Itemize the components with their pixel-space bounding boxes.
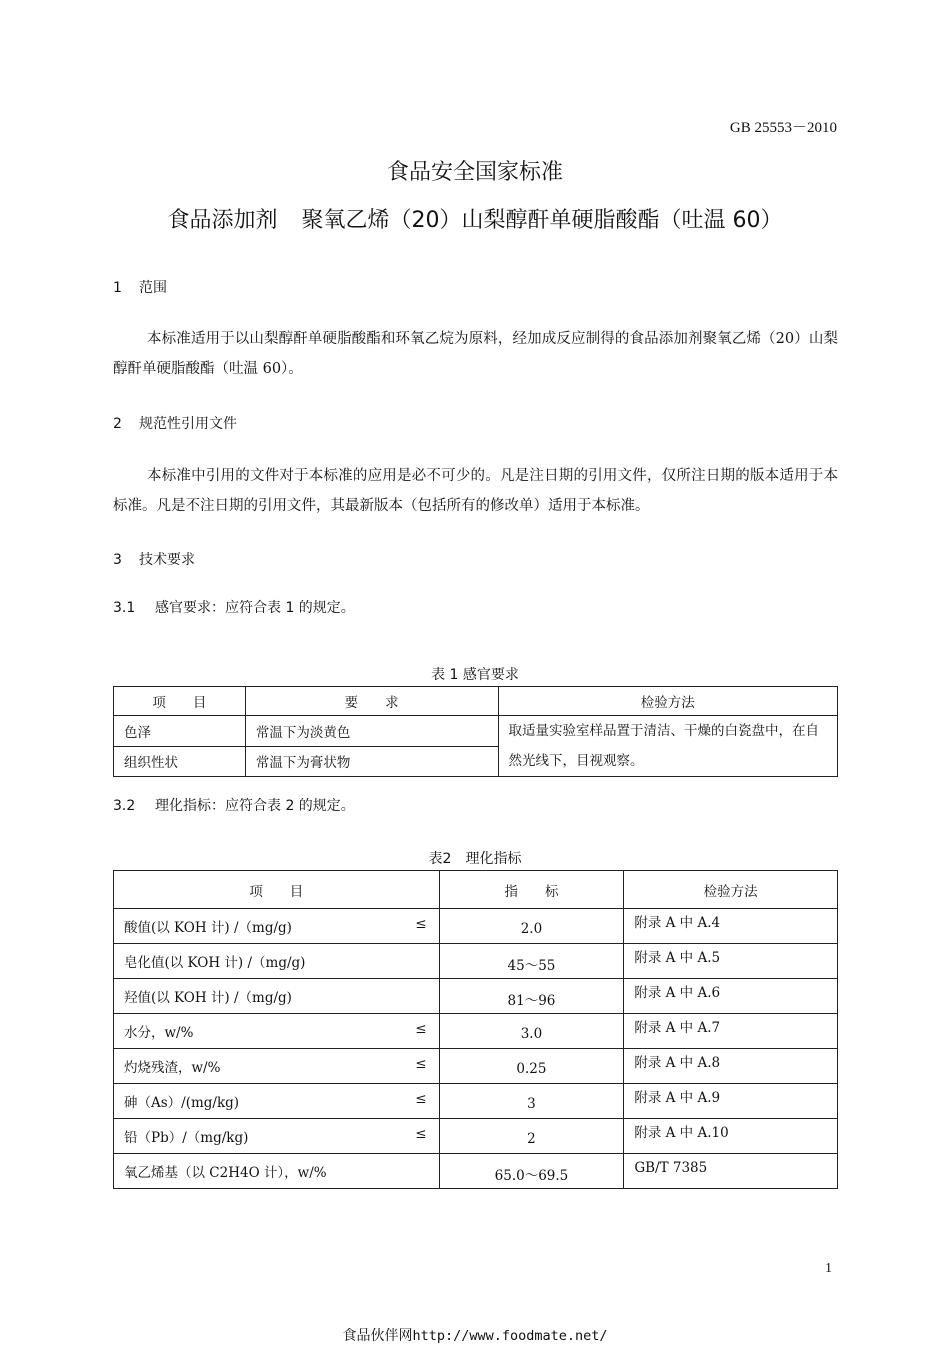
row-item: 组织性状 — [114, 746, 246, 777]
header-item: 项 目 — [114, 871, 440, 909]
header-requirement: 要 求 — [245, 687, 498, 716]
row-method: 取适量实验室样品置于清洁、干燥的白瓷盘中，在自然光线下，目视观察。 — [498, 716, 838, 777]
section-1-text: 本标准适用于以山梨醇酐单硬脂酸酯和环氧乙烷为原料，经加成反应制得的食品添加剂聚氧乙烯（20）山梨醇酐单硬脂酸酯（吐温 60）。 — [113, 331, 838, 377]
footer-url-link[interactable]: http://www.foodmate.net/ — [412, 1328, 608, 1344]
row-value: 45～55 — [439, 944, 624, 979]
footer-site-name: 食品伙伴网 — [342, 1328, 413, 1344]
row-value: 2.0 — [439, 909, 624, 944]
row-value: 0.25 — [439, 1049, 624, 1084]
section-3-heading: 3 技术要求 — [113, 552, 195, 568]
row-item: 铅（Pb）/（mg/kg) ≤ — [114, 1119, 440, 1154]
table-row — [114, 716, 838, 747]
table-1-sensory — [113, 686, 838, 777]
subtitle-part-b: 聚氧乙烯（20）山梨醇酐单硬脂酸酯（吐温 60） — [301, 208, 783, 233]
row-method: 附录 A 中 A.7 — [624, 1014, 838, 1049]
le-sign: ≤ — [415, 916, 427, 932]
page-number: 1 — [825, 1261, 832, 1276]
le-sign: ≤ — [415, 1056, 427, 1072]
row-method: GB/T 7385 — [624, 1154, 838, 1189]
le-sign: ≤ — [415, 1126, 427, 1142]
section-2-text: 本标准中引用的文件对于本标准的应用是必不可少的。凡是注日期的引用文件，仅所注日期的版本适用于本标准。凡是不注日期的引用文件，其最新版本（包括所有的修改单）适用于本标准。 — [113, 468, 838, 514]
row-method: 附录 A 中 A.8 — [624, 1049, 838, 1084]
row-method: 附录 A 中 A.5 — [624, 944, 838, 979]
row-requirement: 常温下为膏状物 — [245, 746, 498, 777]
row-value: 65.0～69.5 — [439, 1154, 624, 1189]
footer — [0, 1325, 950, 1345]
table-row — [114, 1049, 838, 1084]
section-2-heading: 2 规范性引用文件 — [113, 416, 237, 432]
table-header-row — [114, 871, 838, 909]
table-2-caption: 表2 理化指标 — [428, 851, 522, 867]
standard-code: GB 25553－2010 — [729, 120, 837, 136]
row-item: 氧乙烯基（以 C2H4O 计），w/% — [114, 1154, 440, 1189]
header-value: 指 标 — [439, 871, 624, 909]
document-title: 食品安全国家标准 — [386, 160, 563, 185]
section-1-heading: 1 范围 — [113, 280, 167, 296]
table-header-row — [114, 687, 838, 716]
row-item: 水分，w/% ≤ — [114, 1014, 440, 1049]
row-method: 附录 A 中 A.6 — [624, 979, 838, 1014]
row-item: 皂化值(以 KOH 计) /（mg/g) — [114, 944, 440, 979]
row-method: 附录 A 中 A.4 — [624, 909, 838, 944]
table-row — [114, 979, 838, 1014]
table-row — [114, 1084, 838, 1119]
row-item: 砷（As）/(mg/kg) ≤ — [114, 1084, 440, 1119]
row-method: 附录 A 中 A.10 — [624, 1119, 838, 1154]
table-2-physicochemical — [113, 870, 838, 1189]
row-requirement: 常温下为淡黄色 — [245, 716, 498, 747]
row-item: 色泽 — [114, 716, 246, 747]
le-sign: ≤ — [415, 1091, 427, 1107]
row-item: 酸值(以 KOH 计) /（mg/g) ≤ — [114, 909, 440, 944]
table-row — [114, 909, 838, 944]
document-subtitle — [0, 203, 950, 234]
table-row — [114, 944, 838, 979]
le-sign — [427, 951, 429, 971]
table-row — [114, 1119, 838, 1154]
section-3-2-heading: 3.2 理化指标：应符合表 2 的规定。 — [113, 798, 355, 814]
row-value: 81～96 — [439, 979, 624, 1014]
header-item: 项 目 — [114, 687, 246, 716]
row-item: 灼烧残渣，w/% ≤ — [114, 1049, 440, 1084]
le-sign — [427, 1161, 429, 1181]
subtitle-part-a: 食品添加剂 — [167, 208, 278, 233]
row-value: 2 — [439, 1119, 624, 1154]
table-row — [114, 1154, 838, 1189]
row-item: 羟值(以 KOH 计) /（mg/g) — [114, 979, 440, 1014]
table-row — [114, 1014, 838, 1049]
header-method: 检验方法 — [624, 871, 838, 909]
le-sign — [427, 986, 429, 1006]
section-3-1-heading: 3.1 感官要求：应符合表 1 的规定。 — [113, 600, 355, 616]
le-sign: ≤ — [415, 1021, 427, 1037]
row-value: 3 — [439, 1084, 624, 1119]
row-method: 附录 A 中 A.9 — [624, 1084, 838, 1119]
header-method: 检验方法 — [498, 687, 838, 716]
table-1-caption: 表 1 感官要求 — [431, 667, 519, 683]
row-value: 3.0 — [439, 1014, 624, 1049]
